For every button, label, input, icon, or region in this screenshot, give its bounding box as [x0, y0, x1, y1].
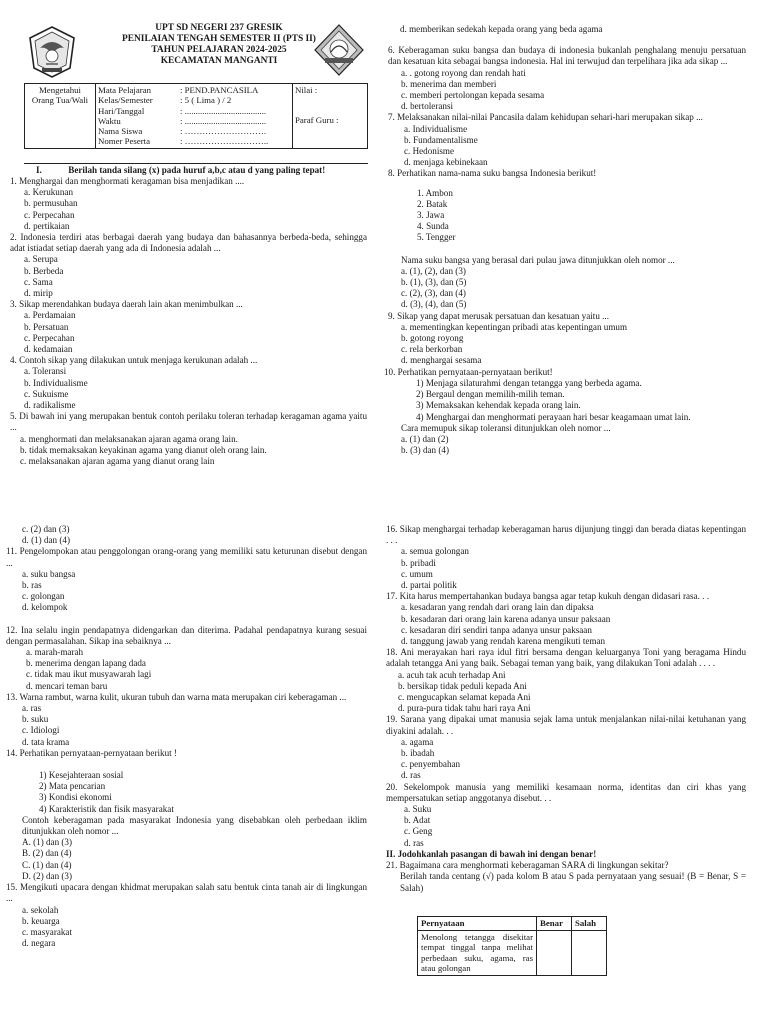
option-c[interactable]: c. Sama [24, 276, 53, 287]
question-5-continued [388, 24, 746, 35]
question-text: 19. Sarana yang dipakai umat manusia sejak lama untuk menjalankan nilai-nilai ketuhanan yang diyakini adalah. . . [386, 714, 746, 736]
option-c[interactable]: c. kesadaran diri sendiri tanpa adanya unsur paksaan [401, 624, 592, 635]
option-a[interactable]: a. Serupa [24, 254, 58, 265]
right-column-bottom [386, 524, 746, 894]
option-a[interactable]: A. (1) dan (3) [22, 837, 72, 848]
participant-number-label: Nomer Peserta [98, 136, 151, 147]
option-b[interactable]: b. Adat [404, 815, 431, 826]
option-b[interactable]: b. menerima dan memberi [401, 78, 497, 89]
list-item: 2. Batak [417, 198, 448, 209]
option-c[interactable]: c. golongan [22, 591, 65, 602]
option-b[interactable]: b. kesadaran dari orang lain karena adanya unsur paksaan [401, 613, 611, 624]
section-1-number: I. [36, 165, 42, 175]
question-text: 21. Bagaimana cara menghormati keberagaman SARA di lingkungan sekitar? [386, 860, 669, 871]
question-2 [10, 232, 367, 299]
student-name-label: Nama Siswa [98, 126, 143, 137]
option-a[interactable]: a. menghormati dan melaksanakan ajaran agama orang lain. [20, 433, 238, 444]
left-column-top [10, 176, 367, 467]
section-1-heading [24, 163, 368, 176]
question-text: 11. Pengelompokan atau penggolongan orang-orang yang memiliki satu keturunan disebut dengan ... [6, 546, 367, 568]
question-text: 7. Melaksanakan nilai-nilai Pancasila dalam kehidupan sehari-hari merupakan sikap ... [388, 112, 703, 123]
option-d[interactable]: d. kelompok [22, 602, 68, 613]
list-item: 1) Menjaga silaturahmi dengan tetangga yang berbeda agama. [416, 377, 642, 388]
option-a[interactable]: a. Kerukunan [24, 187, 73, 198]
list-item: 1) Kesejahteraan sosial [39, 770, 124, 781]
question-text: 17. Kita harus mempertahankan budaya bangsa agar tetap kukuh dengan didasari rasa. . . [386, 591, 709, 602]
student-info-table [24, 83, 368, 149]
option-a[interactable]: a. . gotong royong dan rendah hati [401, 67, 526, 78]
option-b[interactable]: B. (2) dan (4) [22, 848, 72, 859]
option-d[interactable]: d. bertoleransi [401, 101, 454, 112]
option-d[interactable]: D. (2) dan (3) [22, 870, 72, 881]
option-a[interactable]: a. semua golongan [401, 546, 469, 557]
question-prompt: Nama suku bangsa yang berasal dari pulau jawa ditunjukkan oleh nomor ... [401, 254, 675, 265]
date-field[interactable]: : ..................................... [180, 105, 267, 116]
option-c[interactable]: c. tidak mau ikut musyawarah lagi [26, 669, 152, 680]
question-9 [388, 311, 746, 367]
question-text: 9. Sikap yang dapat merusak persatuan dan kesatuan yaitu ... [388, 310, 609, 321]
class-label: Kelas/Semester [98, 95, 153, 106]
question-8 [388, 168, 746, 310]
option-c[interactable]: c. umum [401, 568, 433, 579]
option-b[interactable]: b. Individualisme [24, 377, 88, 388]
option-a[interactable]: a. kesadaran yang rendah dari orang lain dan dipaksa [401, 602, 594, 613]
option-a[interactable]: a. Perdamaian [24, 310, 76, 321]
question-11 [6, 546, 367, 613]
time-field[interactable]: : ..................................... [180, 115, 267, 126]
question-12 [6, 625, 367, 692]
option-c[interactable]: c. Perpecahan [24, 209, 75, 220]
option-b[interactable]: b. Fundamentalisme [404, 134, 478, 145]
option-b[interactable]: b. menerima dengan lapang dada [26, 658, 146, 669]
question-19 [386, 714, 746, 781]
option-d[interactable]: d. radikalisme [24, 400, 76, 411]
option-b[interactable]: b. bersikap tidak peduli kepada Ani [398, 680, 527, 691]
option-a[interactable]: a. Toleransi [24, 366, 67, 377]
option-d[interactable]: d. partai politik [401, 580, 457, 591]
section-2-heading: II. Jodohkanlah pasangan di bawah ini dengan benar! [386, 848, 597, 859]
option-a[interactable]: a. (1) dan (2) [401, 433, 449, 444]
list-item: 1. Ambon [417, 187, 453, 198]
option-d[interactable]: d. pura-pura tidak tahu hari raya Ani [398, 703, 531, 714]
question-text: 10. Perhatikan pernyataan-pernyataan berikut! [384, 366, 553, 377]
option-b[interactable]: b. Persatuan [24, 321, 69, 332]
option-c[interactable]: c. Hedonisme [404, 146, 455, 157]
section-1-title: Berilah tanda silang (x) pada huruf a,b,c atau d yang paling tepat! [68, 165, 326, 175]
option-d[interactable]: d. negara [22, 938, 56, 949]
option-d[interactable]: d. (3), (4), dan (5) [401, 299, 467, 310]
option-a[interactable]: a. marah-marah [26, 647, 84, 658]
question-10 [384, 366, 746, 457]
list-item: 4) Menghargai dan menghormati perayaan hari besar keagamaan umat lain. [416, 411, 691, 422]
garuda-emblem-icon [24, 24, 80, 80]
mengetahui-label: Mengetahui [38, 85, 82, 95]
list-item: 2) Mata pencarian [39, 781, 106, 792]
option-b[interactable]: b. ras [22, 580, 42, 591]
list-item: 4) Karakteristik dan fisik masyarakat [39, 803, 174, 814]
option-c[interactable]: c. Sukuisme [24, 388, 69, 399]
option-c[interactable]: c. (2), (3), dan (4) [401, 288, 466, 299]
option-b[interactable]: b. ibadah [401, 748, 435, 759]
date-label: Hari/Tanggal [98, 105, 145, 116]
option-a[interactable]: a. Suku [404, 804, 432, 815]
option-b[interactable]: b. suku [22, 714, 49, 725]
right-column-top [384, 24, 746, 456]
true-checkbox-cell[interactable] [537, 930, 572, 975]
option-b[interactable]: b. Berbeda [24, 265, 64, 276]
option-d[interactable]: d. menghargai sesama [401, 355, 482, 366]
question-text: 13. Warna rambut, warna kulit, ukuran tubuh dan warna mata merupakan ciri keberagaman ... [6, 691, 347, 702]
question-13 [6, 692, 367, 748]
false-header: Salah [572, 917, 607, 931]
question-1 [10, 176, 367, 232]
question-text: 3. Sikap merendahkan budaya daerah lain akan menimbulkan ... [10, 299, 243, 310]
option-d[interactable]: d. (1) dan (4) [22, 535, 70, 546]
option-b[interactable]: b. (1), (3), dan (5) [401, 277, 467, 288]
option-b[interactable]: b. pribadi [401, 557, 436, 568]
option-c[interactable]: C. (1) dan (4) [22, 859, 72, 870]
option-d[interactable]: d. tata krama [22, 736, 70, 747]
question-18 [386, 647, 746, 714]
option-c[interactable]: c. memberi pertolongan kepada sesama [401, 90, 545, 101]
question-text: 5. Di bawah ini yang merupakan bentuk contoh perilaku toleran terhadap keragaman agama yaitu ... [10, 411, 367, 433]
list-item: 3. Jawa [417, 210, 445, 221]
parent-cell [25, 84, 96, 149]
academic-year: TAHUN PELAJARAN 2024-2025 [151, 45, 287, 55]
question-text: 8. Perhatikan nama-nama suku bangsa Indonesia berikut! [388, 168, 597, 179]
grade-label: Nilai : [295, 85, 318, 95]
time-label: Waktu [98, 115, 121, 126]
option-d[interactable]: d. mencari teman baru [26, 680, 108, 691]
question-7 [388, 112, 746, 168]
answer-table-header [418, 917, 607, 931]
option-a[interactable]: a. acuh tak acuh terhadap Ani [398, 669, 506, 680]
option-c[interactable]: c. penyembahan [401, 759, 461, 770]
option-d[interactable]: d. menjaga kebinekaan [404, 157, 488, 168]
option-a[interactable]: a. (1), (2), dan (3) [401, 265, 466, 276]
option-c[interactable]: c. Perpecahan [24, 332, 75, 343]
question-prompt: Cara memupuk sikap toleransi ditunjukkan oleh nomor ... [401, 422, 611, 433]
question-3 [10, 299, 367, 355]
participant-number-field[interactable]: : ……………………….. [180, 136, 269, 147]
grade-cell [293, 84, 368, 149]
true-header: Benar [537, 917, 572, 931]
answer-table [417, 916, 607, 976]
question-prompt: Contoh keberagaman pada masyarakat Indonesia yang disebabkan oleh perbedaan iklim ditunjukkan oleh nomor ... [22, 814, 367, 837]
question-16 [386, 524, 746, 591]
question-text: 16. Sikap menghargai terhadap keberagaman harus dijunjung tinggi dan berada diatas kepentingan . . . [386, 524, 746, 546]
info-labels [96, 84, 179, 149]
exam-header [112, 23, 326, 67]
option-a[interactable]: a. Individualisme [404, 123, 468, 134]
question-instruction: Berilah tanda centang (√) pada kolom B atau S pada pernyataan yang sesuai! (B = Benar, S = Salah) [400, 871, 746, 893]
option-a[interactable]: a. agama [401, 736, 434, 747]
question-15 [6, 882, 367, 949]
question-text: 2. Indonesia terdiri atas berbagai daerah yang budaya dan bahasannya berbeda-beda, sehingga adat istiadat setiap daerah yang ada di Indonesia adalah ... [10, 232, 367, 254]
option-c[interactable]: c. (2) dan (3) [22, 524, 70, 534]
district-name: KECAMATAN MANGANTI [160, 56, 278, 66]
list-item: 4. Sunda [417, 221, 449, 232]
question-14 [6, 748, 367, 882]
question-21 [386, 860, 746, 894]
option-c[interactable]: c. melaksanakan ajaran agama yang dianut orang lain [20, 456, 215, 467]
table-row [418, 930, 607, 975]
subject-value: : PEND.PANCASILA [180, 85, 259, 95]
question-text: 12. Ina selalu ingin pendapatnya didengarkan dan diterima. Padahal pendapatnya kurang sesuai dengan permasalahan. Sikap ina sebaiknya ... [6, 624, 367, 646]
statement-cell: Menolong tetangga disekitar tempat tinggal tanpa melihat perbedaan suku, agama, ras atau golongan [418, 930, 537, 975]
option-c[interactable]: c. mengucapkan selamat kepada Ani [398, 692, 531, 703]
school-name: UPT SD NEGERI 237 GRESIK [155, 23, 283, 33]
option-b[interactable]: b. gotong royong [401, 333, 464, 344]
list-item: 5. Tengger [417, 232, 456, 243]
option-a[interactable]: a. mementingkan kepentingan pribadi atas kepentingan umum [401, 321, 628, 332]
false-checkbox-cell[interactable] [572, 930, 607, 975]
option-b[interactable]: b. (3) dan (4) [401, 445, 449, 456]
student-name-field[interactable]: : ………………………. [180, 126, 267, 137]
class-value: : 5 ( Lima ) / 2 [180, 95, 232, 106]
question-6 [388, 45, 746, 112]
statement-header: Pernyataan [418, 917, 537, 931]
option-a[interactable]: a. sekolah [22, 904, 59, 915]
option-d[interactable]: d. ras [401, 770, 421, 781]
question-17 [386, 591, 746, 647]
question-10-continued [6, 524, 367, 546]
option-d[interactable]: d. kedamaian [24, 344, 73, 355]
option-c[interactable]: c. Geng [404, 826, 433, 837]
subject-label: Mata Pelajaran [98, 85, 152, 95]
question-text: 6. Keberagaman suku bangsa dan budaya di indonesia bukanlah penghalang menuju persatuan dan kesatuan kita sebagai bangsa indonesia. Hal ini terwujud dan terpelihara jika ada sikap ... [388, 45, 746, 67]
option-c[interactable]: c. Idiologi [22, 725, 60, 736]
list-item: 3) Memaksakan kehendak kepada orang lain. [416, 400, 581, 411]
question-5 [10, 411, 367, 467]
option-d[interactable]: d. mirip [24, 288, 53, 299]
question-text: 18. Ani merayakan hari raya idul fitri bersama dengan keluarganya Toni yang beragama Hindu adalah tetangga Ani yang baik. Sebagai teman yang baik, yang dilakukan Toni adalah . . . . [386, 647, 746, 669]
option-b[interactable]: b. keuarga [22, 915, 60, 926]
option-b[interactable]: b. tidak memaksakan keyakinan agama yang dianut oleh orang lain. [20, 444, 267, 455]
exam-name: PENILAIAN TENGAH SEMESTER II (PTS II) [122, 34, 316, 44]
option-d[interactable]: d. tanggung jawab yang rendah karena mengikuti teman [401, 636, 606, 647]
option-c[interactable]: c. masyarakat [22, 926, 72, 937]
option-a[interactable]: a. ras [22, 703, 42, 714]
parent-label: Orang Tua/Wali [31, 95, 89, 106]
question-text: 14. Perhatikan pernyataan-pernyataan berikut ! [6, 747, 177, 758]
list-item: 3) Kondisi ekonomi [39, 792, 112, 803]
info-values [178, 84, 293, 149]
question-4 [10, 355, 367, 411]
option-c[interactable]: c. rela berkorban [401, 344, 463, 355]
option-d[interactable]: d. memberikan sedekah kepada orang yang beda agama [400, 24, 603, 34]
question-text: 20. Sekelompok manusia yang memiliki kesamaan norma, identitas dan ciri khas yang mempersatukan setiap anggotanya disebut. . . [386, 781, 746, 803]
option-b[interactable]: b. permusuhan [24, 198, 78, 209]
list-item: 2) Bergaul dengan memilih-milih teman. [416, 389, 565, 400]
option-d[interactable]: d. pertikaian [24, 220, 70, 231]
question-text: 15. Mengikuti upacara dengan khidmat merupakan salah satu bentuk cinta tanah air di lingkungan ... [6, 882, 367, 904]
option-a[interactable]: a. suku bangsa [22, 568, 76, 579]
option-d[interactable]: d. ras [404, 837, 424, 848]
question-20 [386, 782, 746, 849]
left-column-bottom [6, 524, 367, 949]
teacher-signature-label: Paraf Guru : [295, 115, 339, 126]
question-text: 4. Contoh sikap yang dilakukan untuk menjaga kerukunan adalah ... [10, 355, 258, 366]
question-text: 1. Menghargai dan menghormati keragaman bisa menjadikan .... [10, 176, 245, 186]
